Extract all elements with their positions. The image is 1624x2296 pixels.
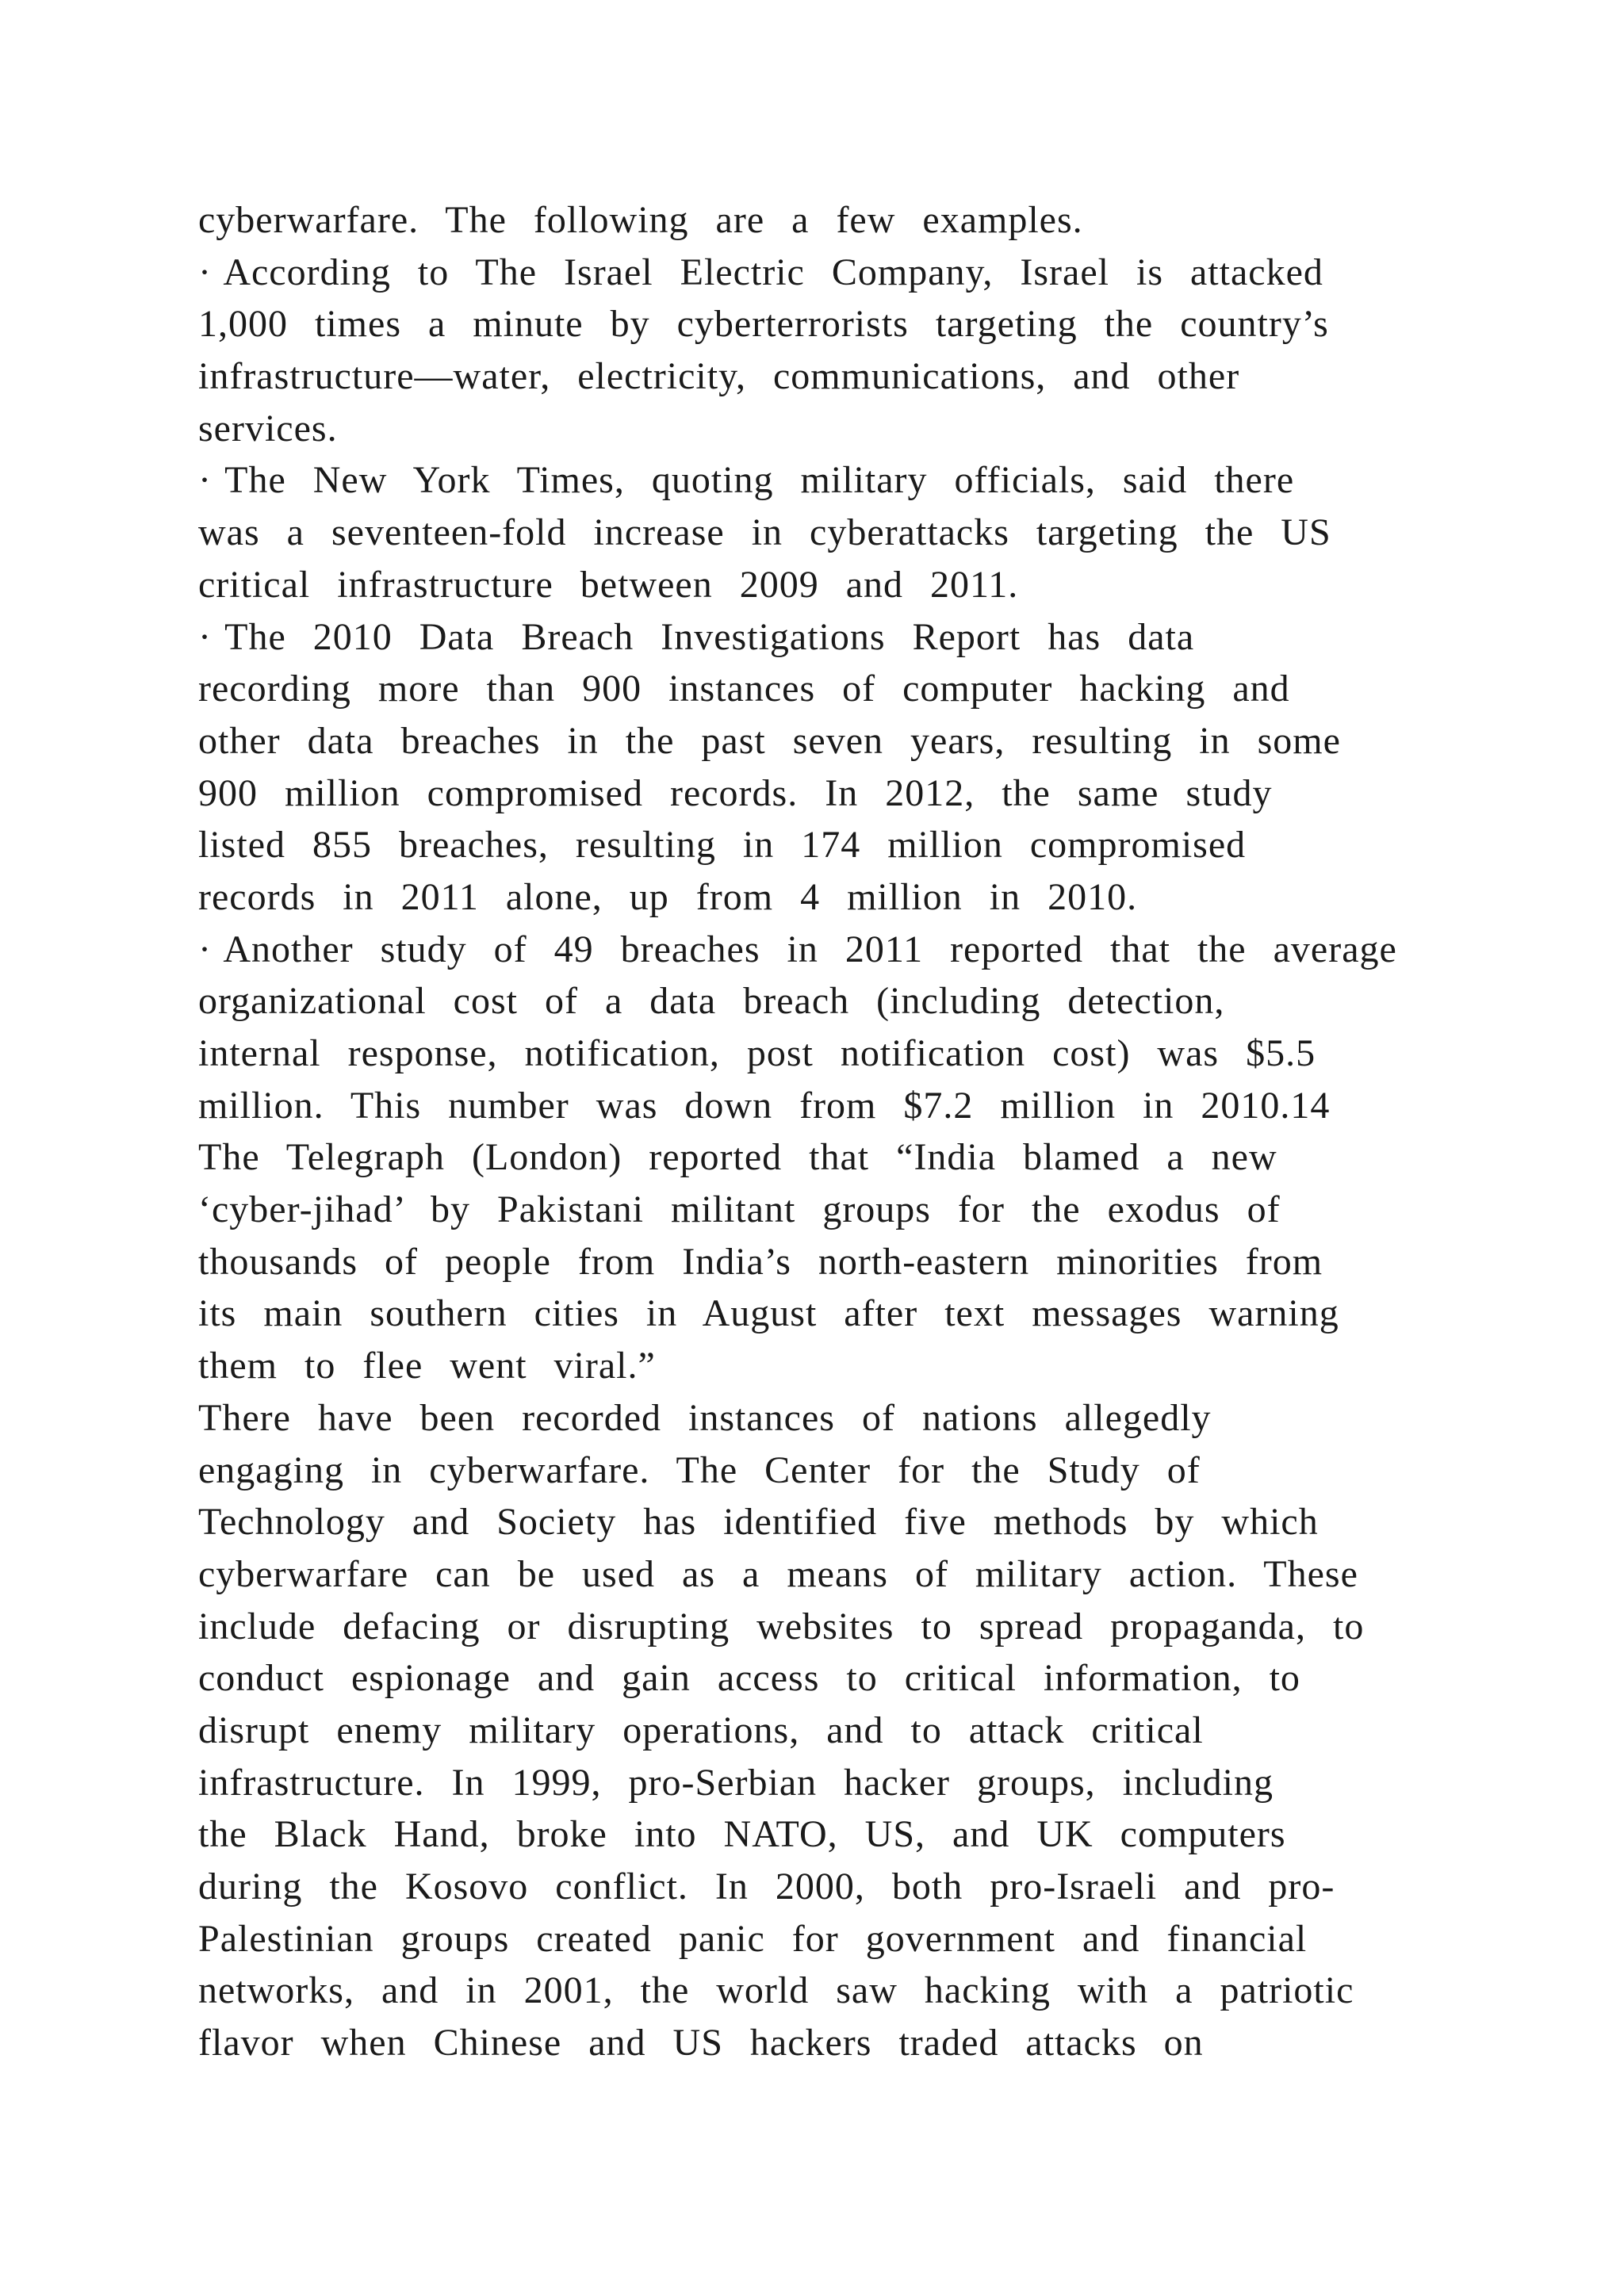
text-line: infrastructure. In 1999, pro-Serbian hacker groups, including	[198, 1761, 1274, 1804]
text-line: · According to The Israel Electric Company, Israel is attacked	[198, 251, 1323, 293]
text-line: critical infrastructure between 2009 and 2011.	[198, 563, 1019, 606]
text-line: million. This number was down from $7.2 million in 2010.14	[198, 1084, 1331, 1127]
text-line: internal response, notification, post notification cost) was $5.5	[198, 1032, 1316, 1074]
text-line: 900 million compromised records. In 2012, the same study	[198, 771, 1273, 814]
text-line: Technology and Society has identified five methods by which	[198, 1501, 1319, 1544]
text-line: cyberwarfare can be used as a means of military action. These	[198, 1552, 1358, 1595]
text-line: There have been recorded instances of nations allegedly	[198, 1396, 1212, 1439]
text-line: 1,000 times a minute by cyberterrorists targeting the country’s	[198, 303, 1329, 346]
text-line: infrastructure—water, electricity, communications, and other	[198, 355, 1240, 398]
text-line: The Telegraph (London) reported that “India blamed a new	[198, 1136, 1277, 1179]
text-line: its main southern cities in August after text messages warning	[198, 1292, 1339, 1335]
text-line: networks, and in 2001, the world saw hacking with a patriotic	[198, 1969, 1354, 2012]
text-line: during the Kosovo conflict. In 2000, both pro-Israeli and pro-	[198, 1866, 1335, 1908]
text-line: include defacing or disrupting websites to spread propaganda, to	[198, 1605, 1365, 1647]
text-line: organizational cost of a data breach (including detection,	[198, 980, 1225, 1023]
text-line: · The New York Times, quoting military officials, said there	[198, 459, 1295, 502]
text-line: ‘cyber-jihad’ by Pakistani militant groups for the exodus of	[198, 1188, 1281, 1231]
text-line: flavor when Chinese and US hackers traded attacks on	[198, 2022, 1204, 2064]
text-line: · The 2010 Data Breach Investigations Report has data	[198, 615, 1195, 658]
text-line: disrupt enemy military operations, and to attack critical	[198, 1709, 1204, 1751]
text-line: was a seventeen-fold increase in cyberattacks targeting the US	[198, 511, 1331, 554]
text-line: conduct espionage and gain access to critical information, to	[198, 1657, 1300, 1700]
text-line: thousands of people from India’s north-eastern minorities from	[198, 1240, 1323, 1283]
text-line: services.	[198, 407, 338, 450]
text-line: other data breaches in the past seven years, resulting in some	[198, 719, 1341, 762]
text-line: · Another study of 49 breaches in 2011 reported that the average	[198, 928, 1397, 970]
text-line: them to flee went viral.”	[198, 1345, 656, 1387]
text-line: the Black Hand, broke into NATO, US, and UK computers	[198, 1813, 1286, 1856]
text-line: records in 2011 alone, up from 4 million in 2010.	[198, 875, 1138, 918]
text-line: recording more than 900 instances of computer hacking and	[198, 668, 1290, 710]
text-line: engaging in cyberwarfare. The Center for the Study of	[198, 1448, 1201, 1491]
text-line: listed 855 breaches, resulting in 174 million compromised	[198, 824, 1247, 867]
text-line: cyberwarfare. The following are a few examples.	[198, 199, 1083, 241]
text-line: Palestinian groups created panic for government and financial	[198, 1917, 1308, 1960]
body-text	[198, 194, 1507, 2069]
